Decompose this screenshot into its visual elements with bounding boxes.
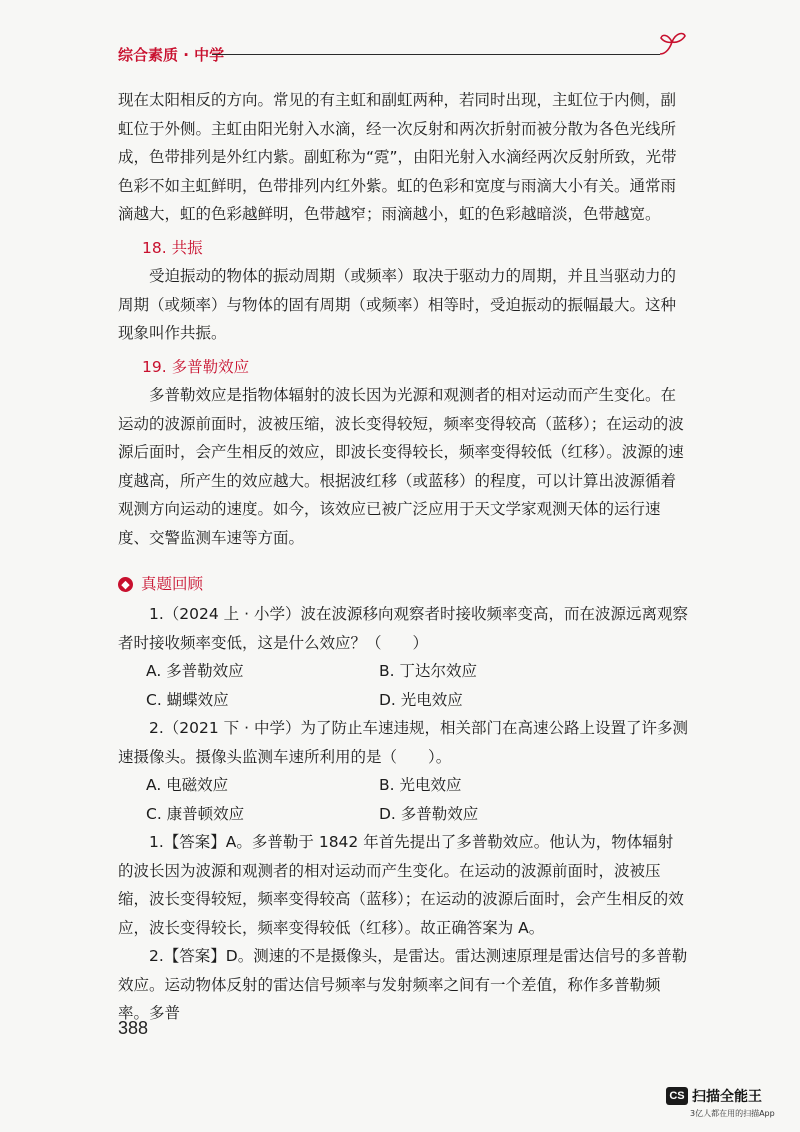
answer-2-tag: 2.【答案】 — [149, 947, 226, 965]
answer-1-tag: 1.【答案】 — [149, 833, 226, 851]
scanner-logo-icon: CS — [666, 1087, 688, 1105]
q1-option-b: B. 丁达尔效应 — [379, 662, 477, 680]
page-content — [118, 86, 688, 1028]
q1-option-d: D. 光电效应 — [379, 690, 463, 709]
question-1-options — [118, 657, 688, 714]
section-body-resonance: 受迫振动的物体的振动周期（或频率）取决于驱动力的周期，并且当驱动力的周期（或频率）与物体的固有周期（或频率）相等时，受迫振动的振幅最大。这种现象叫作共振。 — [118, 267, 677, 342]
section-heading-doppler: 19. 多普勒效应 — [142, 357, 250, 376]
page-number: 388 — [118, 1018, 149, 1038]
q1-option-a: A. 多普勒效应 — [146, 662, 244, 680]
header-title: 综合素质 · 中学 — [118, 46, 225, 64]
q2-option-c: C. 康普顿效应 — [146, 804, 245, 823]
question-1: 1.（2024 上 · 小学）波在波源移向观察者时接收频率变高，而在波源远离观察者时接收频率变低，这是什么效应？（ ） — [118, 605, 688, 652]
q2-option-b: B. 光电效应 — [379, 776, 462, 794]
answer-1-text: A。多普勒于 1842 年首先提出了多普勒效应。他认为，物体辐射的波长因为波源和观测者的相对运动而产生变化。在运动的波源前面时，波被压缩，波长变得较短，频率变得较高（蓝移）；在运动的波源后面时，会产生相反的效应，波长变得较长，频率变得较低（红移）。故正确答案为 A。 — [118, 833, 684, 937]
q2-option-a: A. 电磁效应 — [146, 776, 229, 794]
review-heading-text: 真题回顾 — [141, 575, 204, 593]
answer-2 — [118, 942, 688, 1028]
scanner-name: 扫描全能王 — [692, 1089, 762, 1105]
answer-1 — [118, 828, 688, 942]
section-heading-resonance: 18. 共振 — [142, 238, 203, 257]
question-2: 2.（2021 下 · 中学）为了防止车速违规，相关部门在高速公路上设置了许多测速摄像头。摄像头监测车速所利用的是（ ）。 — [118, 719, 688, 766]
review-icon: ◆ — [118, 577, 133, 592]
intro-paragraph: 现在太阳相反的方向。常见的有主虹和副虹两种，若同时出现，主虹位于内侧，副虹位于外侧。主虹由阳光射入水滴，经一次反射和两次折射而被分散为各色光线所成，色带排列是外红内紫。副虹称为“霓”，由阳光射入水滴经两次反射所致，光带色彩不如主虹鲜明，色带排列内红外紫。虹的色彩和宽度与雨滴大小有关。通常雨滴越大，虹的色彩越鲜明，色带越窄；雨滴越小，虹的色彩越暗淡，色带越宽。 — [118, 91, 677, 223]
scanner-watermark — [666, 1086, 762, 1106]
answer-2-text: D。测速的不是摄像头，是雷达。雷达测速原理是雷达信号的多普勒效应。运动物体反射的雷达信号频率与发射频率之间有一个差值，称作多普勒频率。多普 — [118, 947, 688, 1022]
section-body-doppler: 多普勒效应是指物体辐射的波长因为光源和观测者的相对运动而产生变化。在运动的波源前面时，波被压缩，波长变得较短，频率变得较高（蓝移）；在运动的波源后面时，会产生相反的效应，即波长变得较长，频率变得较低（红移）。波源的速度越高，所产生的效应越大。根据波红移（或蓝移）的程度，可以计算出波源循着观测方向运动的速度。如今，该效应已被广泛应用于天文学家观测天体的运行速度、交警监测车速等方面。 — [118, 386, 684, 547]
q2-option-d: D. 多普勒效应 — [379, 804, 479, 823]
question-2-options — [118, 771, 688, 828]
q1-option-c: C. 蝴蝶效应 — [146, 690, 229, 709]
review-heading — [118, 570, 688, 598]
scanner-tagline: 3亿人都在用的扫描App — [690, 1109, 775, 1118]
sprout-icon — [656, 26, 690, 60]
header-rule — [212, 54, 660, 55]
